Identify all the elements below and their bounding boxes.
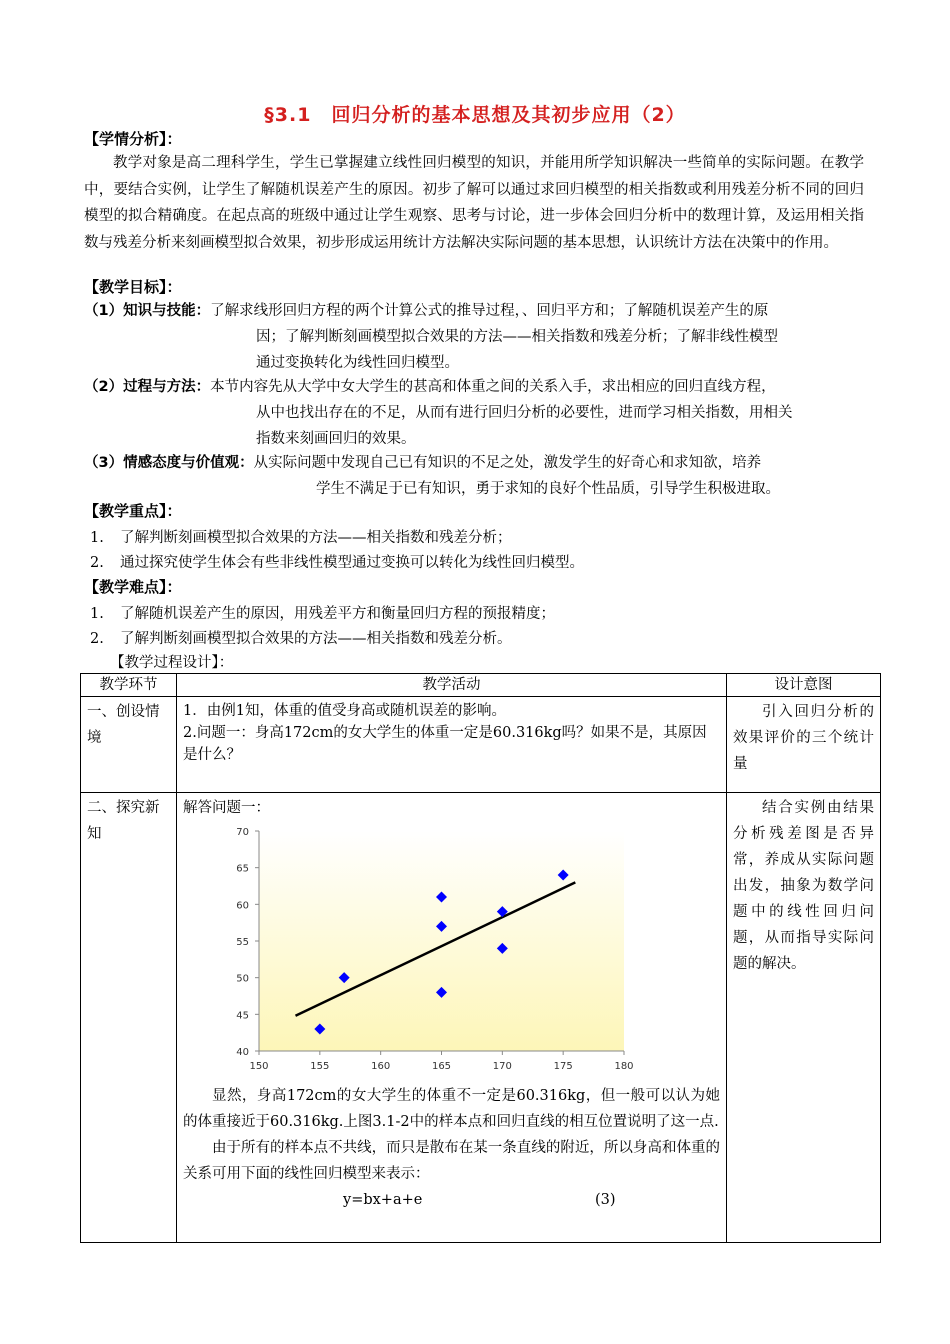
page-title: §3.1 回归分析的基本思想及其初步应用（2） xyxy=(264,104,686,126)
table-header-row xyxy=(81,674,881,697)
goal-label: （3）情感态度与价值观： xyxy=(84,455,254,471)
intent-text: 引入回归分析的效果评价的三个统计量 xyxy=(733,704,874,772)
goal-text: 本节内容先从大学中女大学生的甚高和体重之间的关系入手，求出相应的回归直线方程， xyxy=(210,379,776,395)
formula-number: (3) xyxy=(595,1192,616,1208)
activity-line: 2.问题一：身高172cm的女大学生的体重一定是60.316kg吗？如果不是，其原因是什么？ xyxy=(183,725,707,763)
goal-text: 从中也找出存在的不足，从而有进行回归分析的必要性，进而学习相关指数，用相关 xyxy=(256,405,793,421)
intent-cell xyxy=(727,697,881,793)
column-header: 教学环节 xyxy=(81,674,177,697)
table-row xyxy=(81,697,881,793)
x-tick-label: 150 xyxy=(249,1061,269,1072)
intent-text: 结合实例由结果分析残差图是否异常，养成从实际问题出发，抽象为数学问题中的线性回归问题，从而指导实际问题的解决。 xyxy=(733,800,874,972)
difficulty-item: 1. 了解随机误差产生的原因，用残差平方和衡量回归方程的预报精度； xyxy=(90,606,555,622)
key-point-item: 2. 通过探究使学生体会有些非线性模型通过变换可以转化为线性回归模型。 xyxy=(90,555,584,571)
y-tick-label: 70 xyxy=(236,827,249,838)
goal-text: 了解求线形回归方程的两个计算公式的推导过程，、回归平方和；了解随机误差产生的原 xyxy=(210,303,769,319)
goal-text: 从实际问题中发现自己已有知识的不足之处，激发学生的好奇心和求知欲，培养 xyxy=(253,455,762,471)
column-header: 设计意图 xyxy=(727,674,881,697)
x-tick-label: 170 xyxy=(492,1061,512,1072)
activity-line: 1．由例1知，体重的值受身高或随机误差的影响。 xyxy=(183,703,506,719)
plot-area xyxy=(259,831,624,1051)
y-tick-label: 45 xyxy=(236,1010,249,1022)
table-row xyxy=(81,793,881,1243)
answer-label: 解答问题一： xyxy=(183,800,270,816)
explanation-paragraph: 显然，身高172cm的女大学生的体重不一定是60.316kg，但一般可以认为她的体重接近于60.316kg.上图3.1-2中的样本点和回归直线的相互位置说明了这一点. xyxy=(183,1088,720,1130)
x-tick-label: 180 xyxy=(614,1061,634,1072)
goal-process xyxy=(84,374,874,452)
goal-text: 学生不满足于已有知识，勇于求知的良好个性品质，引导学生积极进取。 xyxy=(316,481,780,497)
y-tick-label: 40 xyxy=(236,1047,249,1058)
x-tick-label: 160 xyxy=(371,1061,391,1072)
x-tick-label: 175 xyxy=(553,1061,573,1072)
x-tick-label: 155 xyxy=(310,1061,330,1072)
student-analysis-text: 教学对象是高二理科学生，学生已掌握建立线性回归模型的知识，并能用所学知识解决一些简单的实际问题。在教学中，要结合实例，让学生了解随机误差产生的原因。初步了解可以通过求回归模型的相关指数或利用残差分析不同的回归模型的拟合精确度。在起点高的班级中通过让学生观察、思考与讨论，进一步体会回归分析中的数理计算，及运用相关指数与残差分析来刻画模型拟合效果，初步形成运用统计方法解决实际问题的基本思想，认识统计方法在决策中的作用。 xyxy=(84,155,864,251)
regression-formula: y=bx+a+e xyxy=(343,1192,423,1208)
key-points-heading: 【教学重点】： xyxy=(84,502,182,520)
process-heading: 【教学过程设计】： xyxy=(110,655,234,671)
goals-heading: 【教学目标】： xyxy=(84,278,182,296)
stage-cell: 一、创设情境 xyxy=(81,697,177,793)
goal-knowledge xyxy=(84,298,874,376)
scatter-chart xyxy=(219,821,689,1083)
goal-text: 通过变换转化为线性回归模型。 xyxy=(256,355,459,371)
y-tick-label: 60 xyxy=(236,900,249,912)
intent-cell xyxy=(727,793,881,1243)
goal-text: 因；了解判断刻画模型拟合效果的方法——相关指数和残差分析；了解非线性模型 xyxy=(256,329,778,345)
student-analysis-heading: 【学情分析】： xyxy=(84,130,182,148)
y-tick-label: 65 xyxy=(236,863,249,875)
goal-label: （2）过程与方法： xyxy=(84,379,211,395)
key-point-item: 1. 了解判断刻画模型拟合效果的方法——相关指数和残差分析； xyxy=(90,530,512,546)
formula-row xyxy=(183,1187,720,1213)
column-header: 教学活动 xyxy=(177,674,727,697)
teaching-process-table xyxy=(80,673,881,1243)
difficulties-heading: 【教学难点】： xyxy=(84,578,182,596)
activity-cell xyxy=(177,793,727,1243)
goal-attitude xyxy=(84,450,874,502)
y-tick-label: 50 xyxy=(236,973,249,985)
y-tick-label: 55 xyxy=(236,937,249,948)
difficulty-item: 2. 了解判断刻画模型拟合效果的方法——相关指数和残差分析。 xyxy=(90,631,512,647)
goal-text: 指数来刻画回归的效果。 xyxy=(256,431,416,447)
stage-cell: 二、探究新知 xyxy=(81,793,177,1243)
activity-cell xyxy=(177,697,727,793)
explanation-paragraph: 由于所有的样本点不共线，而只是散布在某一条直线的附近，所以身高和体重的关系可用下面的线性回归模型来表示： xyxy=(183,1140,720,1182)
goal-label: （1）知识与技能： xyxy=(84,303,211,319)
x-tick-label: 165 xyxy=(431,1061,452,1072)
